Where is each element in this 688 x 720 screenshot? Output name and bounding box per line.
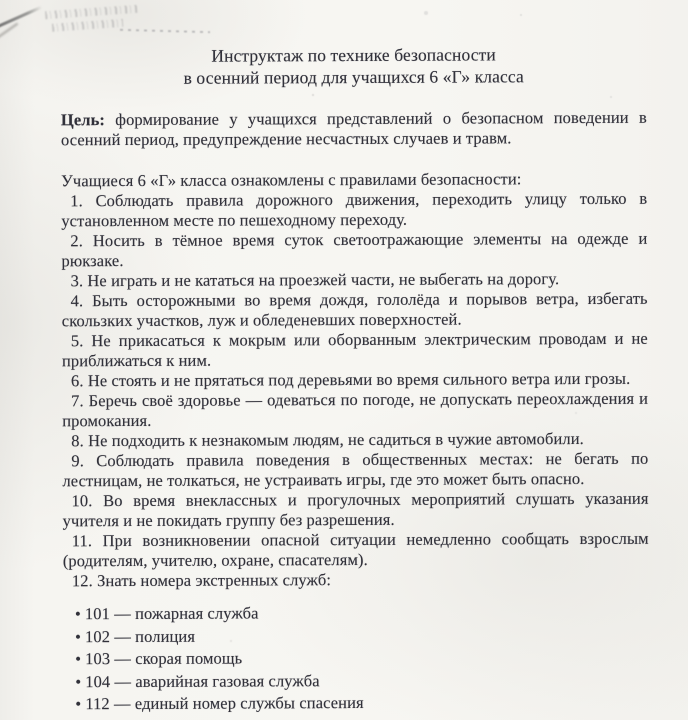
dash-separator: — bbox=[114, 603, 131, 624]
emergency-number-item-101 bbox=[75, 601, 649, 626]
rule-item-2 bbox=[61, 229, 647, 272]
emergency-number: 112 bbox=[85, 694, 110, 714]
rule-text: Знать номера экстренных служб: bbox=[97, 570, 332, 591]
dash-separator: — bbox=[114, 671, 132, 691]
emergency-number: 104 bbox=[85, 671, 111, 691]
rule-item-5 bbox=[62, 329, 648, 372]
emergency-number-item-103 bbox=[75, 646, 649, 671]
purpose-text: формирование у учащихся представлений о безопасном поведении в осенний период, предупреждение несчастных случаев и травм. bbox=[60, 107, 647, 150]
rule-number: 1. bbox=[70, 191, 83, 211]
rule-item-12 bbox=[63, 569, 649, 592]
rule-text: Не играть и не кататься на проезжей части, не выбегать на дорогу. bbox=[87, 269, 560, 291]
rule-text: Во время внеклассных и прогулочных мероприятий слушать указания учителя и не покидать группу без разрешения. bbox=[62, 488, 649, 531]
rule-item-7 bbox=[62, 389, 648, 432]
intro-line: Учащиеся 6 «Г» класса ознакомлены с правилами безопасности: bbox=[61, 169, 522, 191]
emergency-number-item-112 bbox=[75, 691, 649, 716]
emergency-service: пожарная служба bbox=[135, 603, 259, 623]
scan-corner-line bbox=[0, 6, 42, 29]
rules-list bbox=[61, 189, 649, 592]
document-title-line1: Инструктаж по технике безопасности bbox=[211, 44, 496, 66]
rule-text: Не подходить к незнакомым людям, не садиться в чужие автомобили. bbox=[88, 429, 584, 451]
emergency-service: скорая помощь bbox=[135, 648, 243, 668]
document-title bbox=[61, 43, 647, 90]
bullet-icon: • bbox=[75, 694, 82, 714]
pencil-smudge-row bbox=[45, 5, 137, 19]
rule-text: Не прикасаться к мокрым или оборванным электрическим проводам и не приближаться к ним. bbox=[61, 328, 648, 371]
emergency-service: полиция bbox=[135, 626, 196, 646]
bullet-icon: • bbox=[75, 671, 82, 691]
purpose-paragraph bbox=[61, 108, 647, 151]
emergency-numbers-list bbox=[63, 601, 649, 716]
rule-item-6 bbox=[62, 369, 648, 392]
rule-item-3 bbox=[62, 269, 648, 292]
scan-speckles bbox=[0, 0, 2, 2]
bullet-icon: • bbox=[75, 649, 82, 669]
rule-number: 11. bbox=[71, 531, 93, 551]
rule-number: 3. bbox=[70, 271, 84, 291]
rule-number: 9. bbox=[71, 451, 84, 471]
rule-number: 5. bbox=[70, 331, 84, 351]
document-title-line2: в осенний период для учащихся 6 «Г» класса bbox=[183, 66, 524, 88]
rule-item-8 bbox=[62, 429, 648, 452]
rule-text: Соблюдать правила поведения в общественных местах: не бегать по лестницам, не толкаться, не устраивать игры, где это может быть опасно. bbox=[62, 448, 649, 491]
emergency-number-item-104 bbox=[75, 668, 649, 693]
bullet-icon: • bbox=[75, 626, 82, 646]
rule-item-11 bbox=[63, 529, 649, 572]
emergency-service: единый номер службы спасения bbox=[134, 692, 364, 713]
rule-text: Быть осторожными во время дождя, гололёда и порывов ветра, избегать скользких участков, луж и обледеневших поверхностей. bbox=[61, 288, 648, 331]
rule-number: 7. bbox=[71, 391, 84, 411]
dash-separator: — bbox=[114, 626, 131, 646]
rule-text: При возникновении опасной ситуации немедленно сообщать взрослым (родителям, учителю, охране, спасателям). bbox=[62, 528, 649, 571]
emergency-number: 101 bbox=[84, 604, 111, 624]
emergency-service: аварийная газовая служба bbox=[135, 670, 320, 691]
pencil-smudge-row bbox=[51, 19, 123, 32]
rule-text: Не стоять и не прятаться под деревьями во время сильного ветра или грозы. bbox=[87, 368, 631, 391]
dash-separator: — bbox=[114, 648, 132, 669]
rule-number: 2. bbox=[70, 231, 84, 251]
rule-number: 8. bbox=[71, 431, 84, 451]
pencil-smudge bbox=[45, 5, 139, 43]
rule-number: 6. bbox=[70, 371, 84, 391]
rule-text: Беречь своё здоровье — одеваться по погоде, не допускать переохлаждения и промокания. bbox=[62, 388, 649, 431]
bullet-icon: • bbox=[74, 604, 81, 624]
rule-item-1 bbox=[61, 189, 647, 232]
emergency-number-item-102 bbox=[75, 623, 649, 648]
emergency-number: 103 bbox=[85, 649, 111, 669]
rule-item-9 bbox=[62, 449, 648, 492]
rule-number: 4. bbox=[70, 291, 84, 311]
rule-number: 12. bbox=[71, 571, 93, 591]
rule-text: Носить в тёмное время суток светоотражающие элементы на одежде и рюкзаке. bbox=[61, 228, 648, 271]
purpose-label: Цель: bbox=[60, 110, 106, 130]
rule-number: 10. bbox=[71, 491, 93, 511]
rule-text: Соблюдать правила дорожного движения, переходить улицу только в установленном месте по пешеходному переходу. bbox=[61, 188, 648, 231]
rule-item-10 bbox=[62, 489, 648, 532]
document-content bbox=[61, 43, 650, 716]
dash-separator: — bbox=[113, 693, 131, 714]
emergency-number: 102 bbox=[84, 626, 111, 646]
rule-item-4 bbox=[62, 289, 648, 332]
